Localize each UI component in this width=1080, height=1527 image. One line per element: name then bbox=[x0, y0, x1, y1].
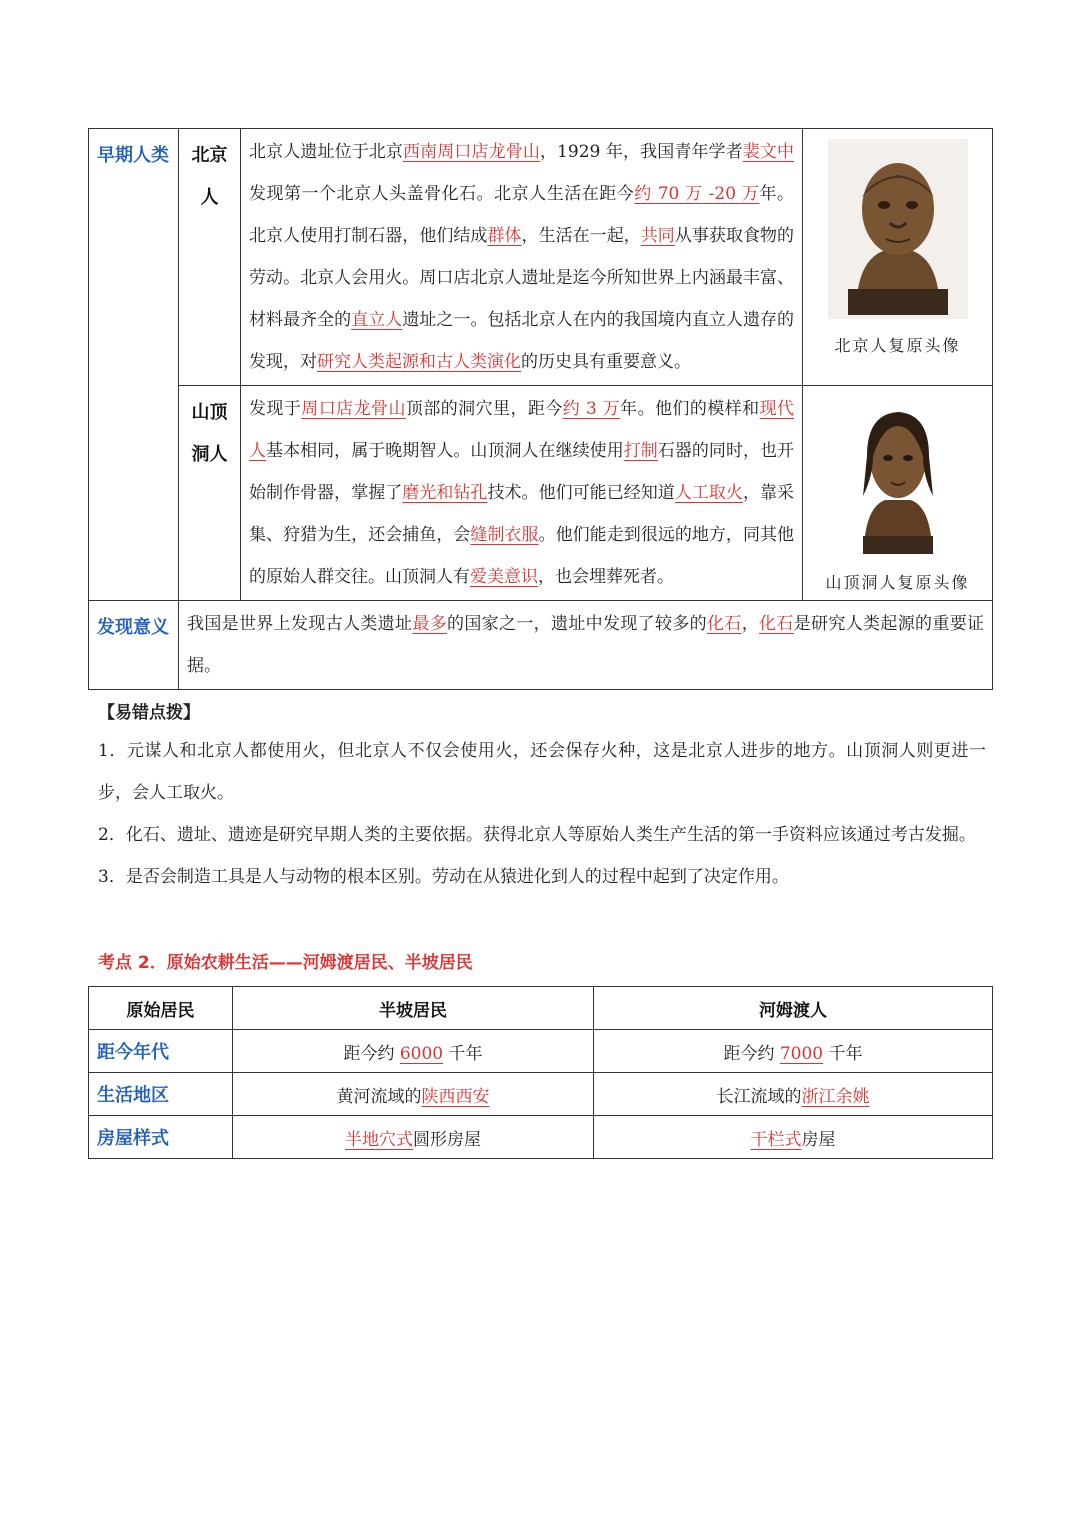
significance-text: 我国是世界上发现古人类遗址最多的国家之一，遗址中发现了较多的化石，化石是研究人类起源的重要证据。 bbox=[179, 601, 993, 690]
banpo-cell: 黄河流域的陕西西安 bbox=[233, 1073, 594, 1116]
row-label-early-humans: 早期人类 bbox=[89, 129, 179, 601]
beijing-man-bust-image bbox=[828, 139, 968, 319]
banpo-cell: 距今约 6000 千年 bbox=[233, 1030, 594, 1073]
beijing-man-image-cell bbox=[803, 129, 993, 386]
banpo-cell: 半地穴式圆形房屋 bbox=[233, 1116, 594, 1159]
document-page bbox=[88, 128, 992, 1159]
tip-item: 2．化石、遗址、遗迹是研究早期人类的主要依据。获得北京人等原始人类生产生活的第一手资料应该通过考古发掘。 bbox=[98, 825, 976, 845]
kaodian2-title: 考点 2．原始农耕生活——河姆渡居民、半坡居民 bbox=[98, 953, 473, 973]
early-humans-table bbox=[88, 128, 993, 690]
beijing-man-label: 北京人 bbox=[179, 129, 241, 386]
residents-table bbox=[88, 986, 993, 1159]
row-label: 距今年代 bbox=[89, 1030, 233, 1073]
row-label: 生活地区 bbox=[89, 1073, 233, 1116]
header-cell: 原始居民 bbox=[89, 987, 233, 1030]
tips-title: 【易错点拨】 bbox=[98, 703, 200, 723]
hemudu-cell: 长江流域的浙江余姚 bbox=[594, 1073, 993, 1116]
beijing-man-text: 北京人遗址位于北京西南周口店龙骨山，1929 年，我国青年学者裴文中发现第一个北京人头盖骨化石。北京人生活在距今约 70 万 -20 万年。北京人使用打制石器，他们结成群体，生活在一起，共同从事获取食物的劳动。北京人会用火。周口店北京人遗址是迄今所知世界上内涵最丰富、材料最齐全的直立人遗址之一。包括北京人在内的我国境内直立人遗存的发现，对研究人类起源和古人类演化的历史具有重要意义。 bbox=[241, 129, 803, 386]
shanding-man-caption: 山顶洞人复原头像 bbox=[825, 573, 970, 592]
shanding-man-bust-image bbox=[843, 396, 953, 556]
header-cell: 河姆渡人 bbox=[594, 987, 993, 1030]
shanding-man-image-cell bbox=[803, 386, 993, 601]
tip-item: 1．元谋人和北京人都使用火，但北京人不仅会使用火，还会保存火种，这是北京人进步的地方。山顶洞人则更进一步，会人工取火。 bbox=[98, 741, 986, 803]
table-row bbox=[89, 1030, 993, 1073]
shanding-man-text: 发现于周口店龙骨山顶部的洞穴里，距今约 3 万年。他们的模样和现代人基本相同，属于晚期智人。山顶洞人在继续使用打制石器的同时，也开始制作骨器，掌握了磨光和钻孔技术。他们可能已经知道人工取火，靠采集、狩猎为生，还会捕鱼，会缝制衣服。他们能走到很远的地方，同其他的原始人群交往。山顶洞人有爱美意识，也会埋葬死者。 bbox=[241, 386, 803, 601]
header-cell: 半坡居民 bbox=[233, 987, 594, 1030]
hemudu-cell: 干栏式房屋 bbox=[594, 1116, 993, 1159]
beijing-man-caption: 北京人复原头像 bbox=[834, 336, 961, 355]
hemudu-cell: 距今约 7000 千年 bbox=[594, 1030, 993, 1073]
table-row bbox=[89, 1116, 993, 1159]
table-row bbox=[89, 1073, 993, 1116]
tip-item: 3．是否会制造工具是人与动物的根本区别。劳动在从猿进化到人的过程中起到了决定作用。 bbox=[98, 867, 789, 887]
row-label: 房屋样式 bbox=[89, 1116, 233, 1159]
row-label-significance: 发现意义 bbox=[89, 601, 179, 690]
shanding-man-label: 山顶洞人 bbox=[179, 386, 241, 601]
